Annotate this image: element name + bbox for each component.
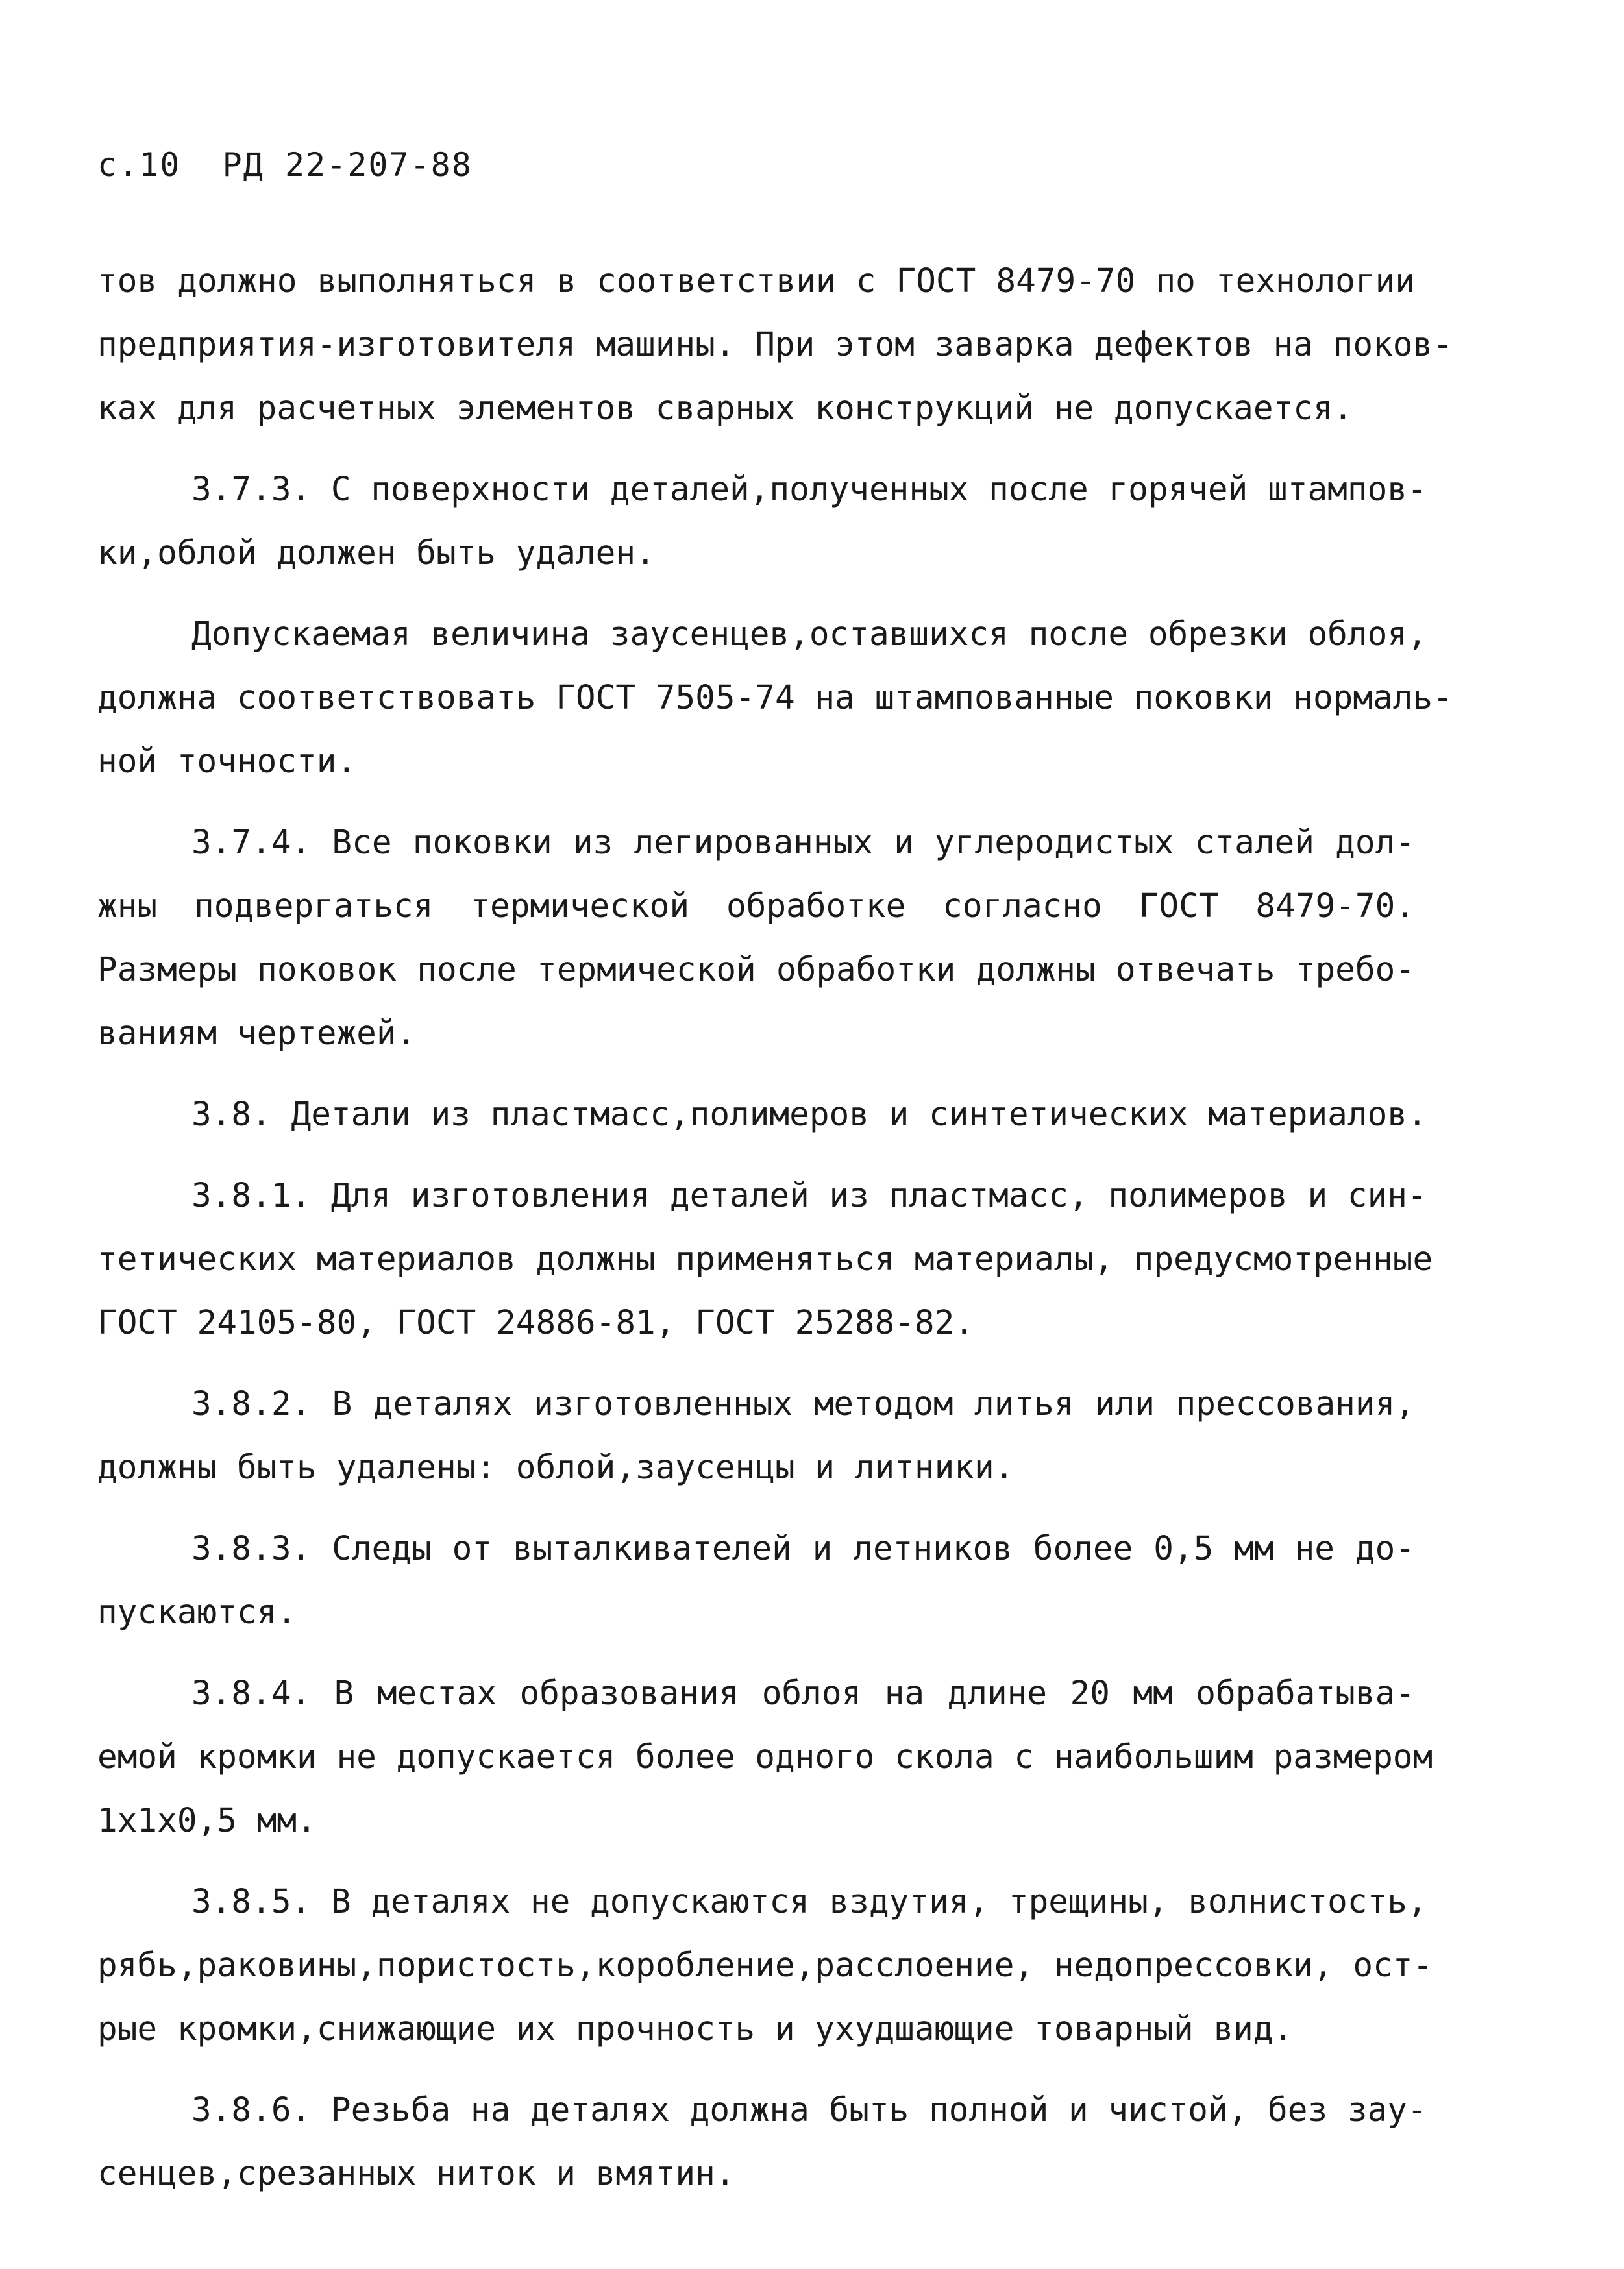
text-line: 3.7.4. Все поковки из легированных и углеродистых сталей дол- [191,824,1415,862]
text-line: ках для расчетных элементов сварных конструкций не допускается. [97,389,1353,428]
paragraph [97,2079,1427,2206]
text-line: Размеры поковок после термической обработки должны отвечать требо- [97,951,1415,989]
text-line: ной точности. [97,742,357,781]
text-line: 1x1x0,5 мм. [97,1802,317,1840]
paragraph [97,250,1453,441]
text-line: 3.8.4. В местах образования облоя на длине 20 мм обрабатыва- [191,1674,1415,1713]
text-line: 3.7.3. С поверхности деталей,полученных после горячей штампов- [191,471,1427,509]
text-line: тетических материалов должны применяться материалы, предусмотренные [97,1240,1433,1279]
paragraph [97,603,1453,794]
paragraph [97,1870,1433,2061]
paragraph [97,1373,1415,1500]
paragraph [97,811,1415,1066]
text-line: рябь,раковины,пористость,коробление,расслоение, недопрессовки, ост- [97,1946,1433,1985]
document-body [97,250,1453,2224]
text-line: 3.8. Детали из пластмасс,полимеров и синтетических материалов. [191,1096,1427,1134]
text-line: Допускаемая величина заусенцев,оставшихся после обрезки облоя, [191,615,1427,654]
text-line: 3.8.1. Для изготовления деталей из пластмасс, полимеров и син- [191,1177,1427,1215]
text-line: рые кромки,снижающие их прочность и ухудшающие товарный вид. [97,2010,1294,2048]
text-line: тов должно выполняться в соответствии с ГОСТ 8479-70 по технологии [97,262,1415,300]
paragraph [97,1662,1433,1853]
text-line: ваниям чертежей. [97,1014,417,1053]
text-line: должны быть удалены: облой,заусенцы и литники. [97,1449,1015,1487]
text-line: предприятия-изготовителя машины. При этом заварка дефектов на поков- [97,326,1453,364]
text-line: ки,облой должен быть удален. [97,534,656,572]
text-line: 3.8.6. Резьба на деталях должна быть полной и чистой, без зау- [191,2091,1427,2129]
paragraph [97,458,1427,585]
text-line: жны подвергаться термической обработке согласно ГОСТ 8479-70. [97,887,1415,926]
text-line: 3.8.3. Следы от выталкивателей и летников более 0,5 мм не до- [191,1530,1415,1568]
text-line: 3.8.5. В деталях не допускаются вздутия, трещины, волнистость, [191,1883,1427,1921]
paragraph [97,1083,1427,1147]
paragraph [97,1164,1433,1355]
text-line: ГОСТ 24105-80, ГОСТ 24886-81, ГОСТ 25288-82. [97,1304,975,1342]
paragraph [97,1517,1415,1645]
text-line: сенцев,срезанных ниток и вмятин. [97,2155,735,2193]
page-header [97,146,473,184]
page-number: с.10 [97,146,181,184]
text-line: 3.8.2. В деталях изготовленных методом литья или прессования, [191,1385,1415,1423]
text-line: должна соответствовать ГОСТ 7505-74 на штампованные поковки нормаль- [97,679,1453,717]
text-line: пускаются. [97,1593,297,1632]
document-code: РД 22-207-88 [222,146,473,184]
text-line: емой кромки не допускается более одного скола с наибольшим размером [97,1738,1433,1776]
